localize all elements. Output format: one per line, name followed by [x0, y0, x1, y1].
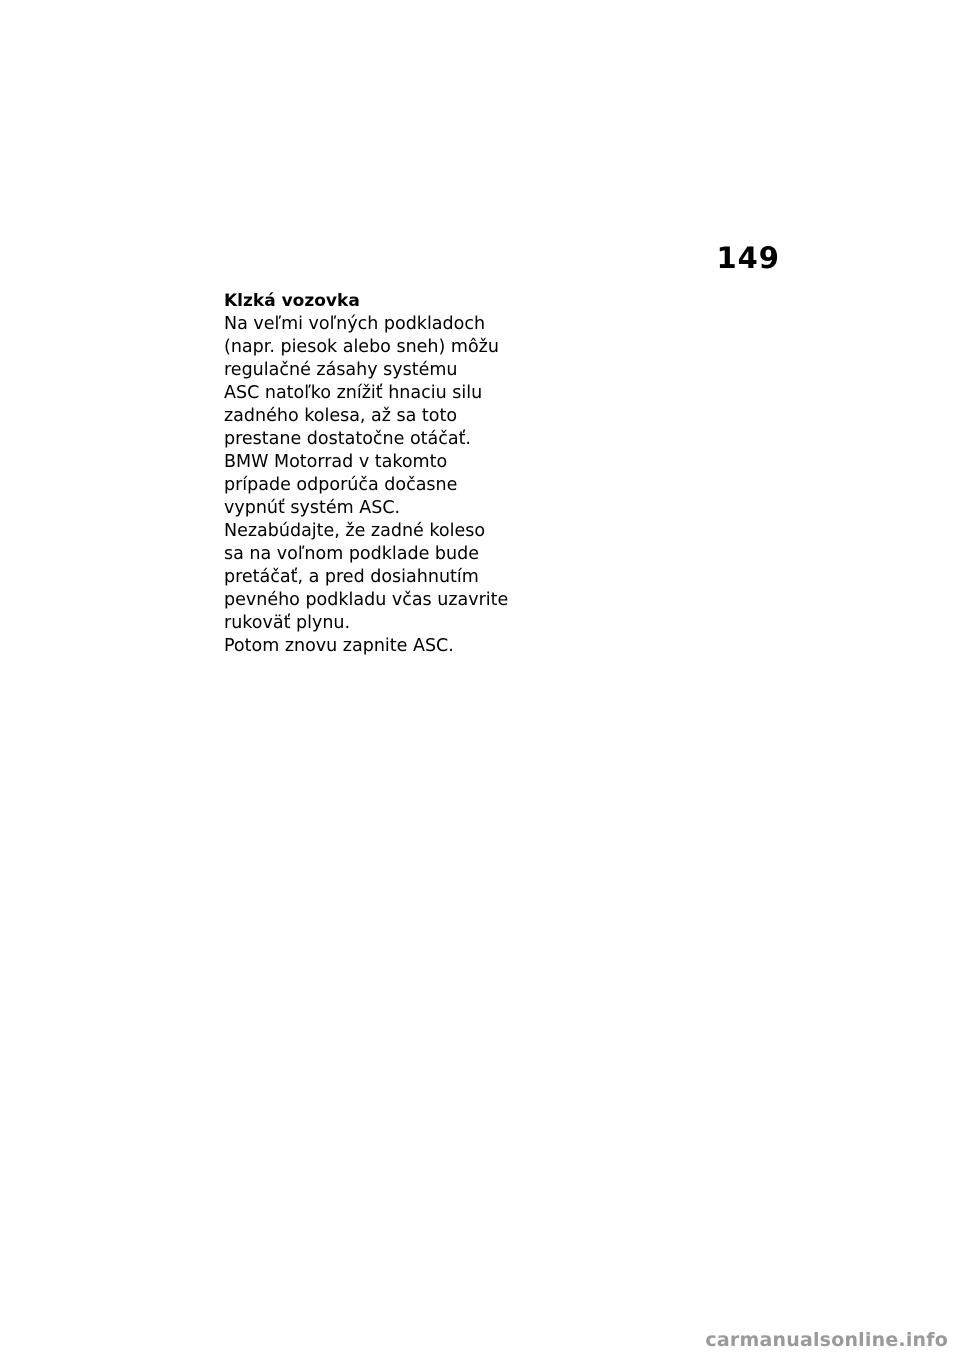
body-line: zadného kolesa, až sa toto: [224, 406, 458, 426]
body-line: ASC natoľko znížiť hnaciu silu: [224, 383, 483, 403]
page-number: 149: [716, 241, 780, 275]
body-line: Nezabúdajte, že zadné koleso: [224, 521, 486, 541]
body-line: prestane dostatočne otáčať.: [224, 429, 471, 449]
body-line: pretáčať, a pred dosiahnutím: [224, 567, 479, 587]
body-line: rukoväť plynu.: [224, 613, 351, 633]
body-line: sa na voľnom podklade bude: [224, 544, 479, 564]
body-line: vypnúť systém ASC.: [224, 498, 401, 518]
body-line: regulačné zásahy systému: [224, 360, 458, 380]
body-line: Potom znovu zapnite ASC.: [224, 636, 454, 656]
section-body: [224, 313, 524, 658]
section-slippery-road: [224, 290, 524, 658]
section-heading: Klzká vozovka: [224, 291, 360, 311]
body-line: Na veľmi voľných podkladoch: [224, 314, 486, 334]
body-line: BMW Motorrad v takomto: [224, 452, 448, 472]
body-line: (napr. piesok alebo sneh) môžu: [224, 337, 499, 357]
body-line: prípade odporúča dočasne: [224, 475, 458, 495]
body-line: pevného podkladu včas uzavrite: [224, 590, 509, 610]
watermark-text: carmanualsonline.info: [705, 1329, 948, 1351]
